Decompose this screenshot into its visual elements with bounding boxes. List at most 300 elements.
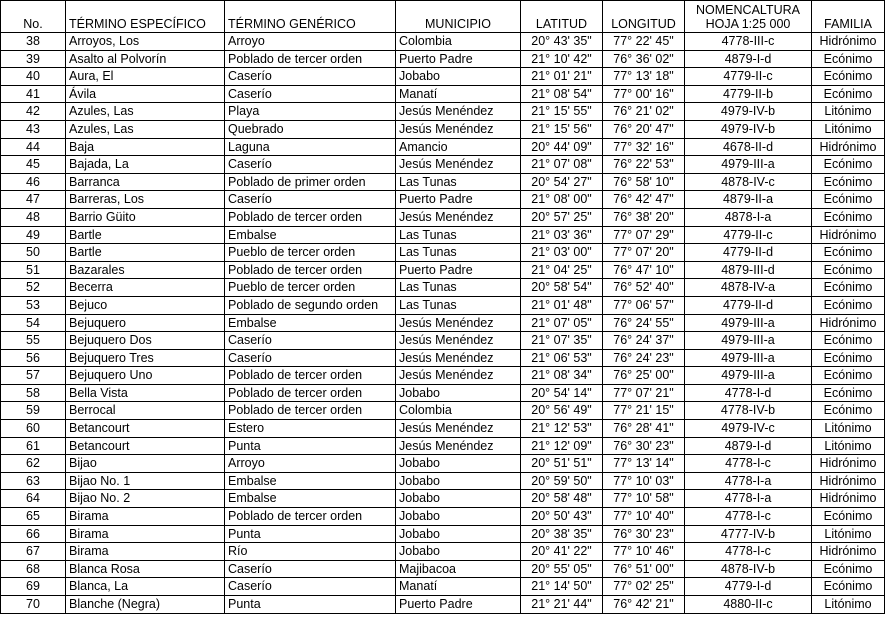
cell-nomenclatura: 4777-IV-b — [685, 525, 812, 543]
cell-nomenclatura: 4879-II-a — [685, 191, 812, 209]
cell-familia: Ecónimo — [812, 261, 885, 279]
cell-longitud: 76° 52' 40" — [603, 279, 685, 297]
cell-termino-generico: Punta — [225, 525, 396, 543]
cell-termino-especifico: Aura, El — [66, 68, 225, 86]
cell-termino-especifico: Bejuquero — [66, 314, 225, 332]
cell-latitud: 21° 07' 05" — [521, 314, 603, 332]
cell-termino-especifico: Birama — [66, 543, 225, 561]
cell-familia: Hidrónimo — [812, 226, 885, 244]
cell-termino-generico: Caserío — [225, 191, 396, 209]
cell-no: 62 — [1, 455, 66, 473]
cell-municipio: Jesús Menéndez — [396, 208, 521, 226]
table-row — [1, 543, 885, 561]
cell-municipio: Las Tunas — [396, 296, 521, 314]
cell-termino-especifico: Barreras, Los — [66, 191, 225, 209]
table-row — [1, 508, 885, 526]
cell-termino-generico: Quebrado — [225, 120, 396, 138]
cell-municipio: Las Tunas — [396, 173, 521, 191]
cell-longitud: 76° 42' 21" — [603, 596, 685, 614]
cell-termino-especifico: Bijao — [66, 455, 225, 473]
cell-longitud: 77° 21' 15" — [603, 402, 685, 420]
cell-termino-especifico: Betancourt — [66, 437, 225, 455]
cell-termino-especifico: Berrocal — [66, 402, 225, 420]
cell-nomenclatura: 4779-II-b — [685, 85, 812, 103]
cell-termino-especifico: Becerra — [66, 279, 225, 297]
table-row — [1, 332, 885, 350]
cell-familia: Ecónimo — [812, 244, 885, 262]
table-row — [1, 244, 885, 262]
cell-termino-especifico: Bijao No. 2 — [66, 490, 225, 508]
cell-latitud: 20° 41' 22" — [521, 543, 603, 561]
cell-no: 52 — [1, 279, 66, 297]
cell-latitud: 21° 12' 09" — [521, 437, 603, 455]
cell-longitud: 76° 24' 37" — [603, 332, 685, 350]
cell-latitud: 21° 08' 34" — [521, 367, 603, 385]
cell-familia: Ecónimo — [812, 296, 885, 314]
cell-latitud: 21° 01' 48" — [521, 296, 603, 314]
cell-no: 64 — [1, 490, 66, 508]
cell-longitud: 77° 10' 40" — [603, 508, 685, 526]
cell-no: 39 — [1, 50, 66, 68]
cell-termino-especifico: Asalto al Polvorín — [66, 50, 225, 68]
cell-municipio: Amancio — [396, 138, 521, 156]
cell-latitud: 20° 51' 51" — [521, 455, 603, 473]
cell-termino-generico: Embalse — [225, 472, 396, 490]
cell-longitud: 77° 22' 45" — [603, 33, 685, 51]
cell-termino-generico: Arroyo — [225, 33, 396, 51]
cell-termino-generico: Embalse — [225, 226, 396, 244]
cell-latitud: 21° 06' 53" — [521, 349, 603, 367]
cell-latitud: 20° 54' 27" — [521, 173, 603, 191]
cell-familia: Ecónimo — [812, 578, 885, 596]
cell-termino-especifico: Bejuquero Tres — [66, 349, 225, 367]
cell-municipio: Jesús Menéndez — [396, 437, 521, 455]
cell-no: 58 — [1, 384, 66, 402]
cell-latitud: 20° 38' 35" — [521, 525, 603, 543]
table-row — [1, 85, 885, 103]
cell-familia: Litónimo — [812, 103, 885, 121]
cell-termino-especifico: Ávila — [66, 85, 225, 103]
cell-nomenclatura: 4979-IV-c — [685, 420, 812, 438]
table-row — [1, 578, 885, 596]
cell-longitud: 76° 25' 00" — [603, 367, 685, 385]
cell-termino-generico: Poblado de primer orden — [225, 173, 396, 191]
cell-latitud: 20° 58' 54" — [521, 279, 603, 297]
cell-latitud: 21° 08' 00" — [521, 191, 603, 209]
cell-latitud: 20° 50' 43" — [521, 508, 603, 526]
cell-municipio: Colombia — [396, 33, 521, 51]
cell-termino-especifico: Blanca, La — [66, 578, 225, 596]
cell-termino-especifico: Bartle — [66, 244, 225, 262]
cell-nomenclatura: 4778-I-c — [685, 455, 812, 473]
cell-familia: Ecónimo — [812, 208, 885, 226]
cell-termino-generico: Caserío — [225, 560, 396, 578]
table-row — [1, 296, 885, 314]
table-row — [1, 437, 885, 455]
table-row — [1, 208, 885, 226]
cell-familia: Litónimo — [812, 120, 885, 138]
cell-nomenclatura: 4778-I-d — [685, 384, 812, 402]
table-row — [1, 68, 885, 86]
cell-longitud: 76° 30' 23" — [603, 525, 685, 543]
cell-termino-especifico: Betancourt — [66, 420, 225, 438]
cell-municipio: Jesús Menéndez — [396, 314, 521, 332]
cell-municipio: Las Tunas — [396, 244, 521, 262]
cell-nomenclatura: 4979-IV-b — [685, 103, 812, 121]
header-termino-generico: TÉRMINO GENÉRICO — [225, 1, 396, 33]
header-nomenclatura-line2: HOJA 1:25 000 — [705, 17, 791, 31]
cell-nomenclatura: 4979-III-a — [685, 314, 812, 332]
cell-latitud: 20° 59' 50" — [521, 472, 603, 490]
cell-no: 42 — [1, 103, 66, 121]
cell-familia: Litónimo — [812, 437, 885, 455]
cell-longitud: 76° 24' 55" — [603, 314, 685, 332]
cell-familia: Ecónimo — [812, 85, 885, 103]
cell-nomenclatura: 4878-IV-a — [685, 279, 812, 297]
cell-latitud: 20° 57' 25" — [521, 208, 603, 226]
cell-familia: Ecónimo — [812, 50, 885, 68]
table-row — [1, 525, 885, 543]
cell-termino-especifico: Bejuco — [66, 296, 225, 314]
header-nomenclatura-line1: NOMENCALTURA — [696, 3, 800, 17]
cell-no: 43 — [1, 120, 66, 138]
cell-familia: Hidrónimo — [812, 472, 885, 490]
cell-latitud: 21° 21' 44" — [521, 596, 603, 614]
cell-termino-generico: Pueblo de tercer orden — [225, 244, 396, 262]
cell-no: 60 — [1, 420, 66, 438]
cell-termino-generico: Poblado de tercer orden — [225, 208, 396, 226]
header-municipio: MUNICIPIO — [396, 1, 521, 33]
cell-familia: Ecónimo — [812, 367, 885, 385]
cell-latitud: 21° 07' 35" — [521, 332, 603, 350]
table-row — [1, 120, 885, 138]
cell-municipio: Colombia — [396, 402, 521, 420]
cell-termino-generico: Embalse — [225, 490, 396, 508]
cell-latitud: 21° 15' 56" — [521, 120, 603, 138]
cell-termino-especifico: Bella Vista — [66, 384, 225, 402]
cell-municipio: Puerto Padre — [396, 50, 521, 68]
cell-no: 70 — [1, 596, 66, 614]
cell-termino-generico: Estero — [225, 420, 396, 438]
cell-municipio: Las Tunas — [396, 226, 521, 244]
cell-nomenclatura: 4880-II-c — [685, 596, 812, 614]
cell-termino-especifico: Barranca — [66, 173, 225, 191]
cell-longitud: 76° 24' 23" — [603, 349, 685, 367]
cell-no: 50 — [1, 244, 66, 262]
cell-municipio: Jesús Menéndez — [396, 349, 521, 367]
cell-longitud: 76° 36' 02" — [603, 50, 685, 68]
cell-longitud: 77° 07' 29" — [603, 226, 685, 244]
cell-latitud: 21° 07' 08" — [521, 156, 603, 174]
table-row — [1, 103, 885, 121]
cell-familia: Hidrónimo — [812, 490, 885, 508]
cell-termino-especifico: Arroyos, Los — [66, 33, 225, 51]
cell-no: 61 — [1, 437, 66, 455]
cell-municipio: Puerto Padre — [396, 596, 521, 614]
cell-termino-generico: Poblado de tercer orden — [225, 367, 396, 385]
table-body — [1, 33, 885, 614]
cell-termino-especifico: Birama — [66, 525, 225, 543]
header-no: No. — [1, 1, 66, 33]
cell-familia: Ecónimo — [812, 402, 885, 420]
cell-familia: Hidrónimo — [812, 543, 885, 561]
cell-familia: Ecónimo — [812, 349, 885, 367]
cell-termino-especifico: Azules, Las — [66, 120, 225, 138]
cell-nomenclatura: 4778-I-c — [685, 508, 812, 526]
cell-familia: Litónimo — [812, 596, 885, 614]
cell-nomenclatura: 4778-IV-b — [685, 402, 812, 420]
cell-termino-generico: Poblado de tercer orden — [225, 402, 396, 420]
cell-no: 65 — [1, 508, 66, 526]
cell-nomenclatura: 4779-I-d — [685, 578, 812, 596]
cell-no: 59 — [1, 402, 66, 420]
header-familia: FAMILIA — [812, 1, 885, 33]
cell-longitud: 76° 42' 47" — [603, 191, 685, 209]
cell-longitud: 76° 58' 10" — [603, 173, 685, 191]
cell-latitud: 21° 01' 21" — [521, 68, 603, 86]
table-row — [1, 402, 885, 420]
table-row — [1, 279, 885, 297]
cell-nomenclatura: 4779-II-c — [685, 226, 812, 244]
cell-municipio: Jobabo — [396, 384, 521, 402]
cell-nomenclatura: 4778-III-c — [685, 33, 812, 51]
table-row — [1, 420, 885, 438]
cell-nomenclatura: 4979-IV-b — [685, 120, 812, 138]
table-row — [1, 367, 885, 385]
cell-nomenclatura: 4778-I-c — [685, 543, 812, 561]
cell-no: 45 — [1, 156, 66, 174]
cell-municipio: Puerto Padre — [396, 261, 521, 279]
cell-familia: Ecónimo — [812, 508, 885, 526]
cell-latitud: 21° 03' 00" — [521, 244, 603, 262]
cell-municipio: Jobabo — [396, 472, 521, 490]
table-row — [1, 226, 885, 244]
cell-latitud: 21° 14' 50" — [521, 578, 603, 596]
cell-no: 63 — [1, 472, 66, 490]
cell-longitud: 76° 30' 23" — [603, 437, 685, 455]
header-nomenclatura — [685, 1, 812, 33]
cell-termino-generico: Poblado de segundo orden — [225, 296, 396, 314]
cell-municipio: Jobabo — [396, 68, 521, 86]
cell-no: 44 — [1, 138, 66, 156]
cell-latitud: 20° 43' 35" — [521, 33, 603, 51]
cell-nomenclatura: 4778-I-a — [685, 472, 812, 490]
cell-termino-generico: Embalse — [225, 314, 396, 332]
table-row — [1, 191, 885, 209]
cell-termino-generico: Playa — [225, 103, 396, 121]
cell-familia: Hidrónimo — [812, 33, 885, 51]
cell-latitud: 21° 08' 54" — [521, 85, 603, 103]
cell-no: 41 — [1, 85, 66, 103]
header-longitud: LONGITUD — [603, 1, 685, 33]
cell-latitud: 21° 10' 42" — [521, 50, 603, 68]
cell-termino-especifico: Blanche (Negra) — [66, 596, 225, 614]
cell-longitud: 76° 20' 47" — [603, 120, 685, 138]
cell-familia: Ecónimo — [812, 332, 885, 350]
cell-familia: Ecónimo — [812, 68, 885, 86]
cell-nomenclatura: 4979-III-a — [685, 156, 812, 174]
cell-no: 67 — [1, 543, 66, 561]
table-row — [1, 261, 885, 279]
cell-termino-generico: Río — [225, 543, 396, 561]
cell-latitud: 20° 55' 05" — [521, 560, 603, 578]
cell-termino-generico: Arroyo — [225, 455, 396, 473]
table-row — [1, 50, 885, 68]
cell-longitud: 76° 38' 20" — [603, 208, 685, 226]
cell-familia: Ecónimo — [812, 173, 885, 191]
cell-termino-generico: Caserío — [225, 349, 396, 367]
cell-nomenclatura: 4879-III-d — [685, 261, 812, 279]
cell-termino-generico: Poblado de tercer orden — [225, 50, 396, 68]
cell-longitud: 77° 06' 57" — [603, 296, 685, 314]
cell-termino-generico: Poblado de tercer orden — [225, 261, 396, 279]
header-row — [1, 1, 885, 33]
cell-familia: Hidrónimo — [812, 138, 885, 156]
cell-municipio: Jesús Menéndez — [396, 156, 521, 174]
cell-termino-especifico: Blanca Rosa — [66, 560, 225, 578]
cell-longitud: 76° 51' 00" — [603, 560, 685, 578]
cell-termino-especifico: Barrio Güito — [66, 208, 225, 226]
cell-longitud: 76° 28' 41" — [603, 420, 685, 438]
cell-termino-generico: Punta — [225, 596, 396, 614]
cell-longitud: 77° 13' 18" — [603, 68, 685, 86]
cell-familia: Ecónimo — [812, 279, 885, 297]
cell-longitud: 76° 47' 10" — [603, 261, 685, 279]
cell-familia: Hidrónimo — [812, 314, 885, 332]
cell-nomenclatura: 4779-II-d — [685, 244, 812, 262]
cell-termino-especifico: Bejuquero Dos — [66, 332, 225, 350]
cell-municipio: Las Tunas — [396, 279, 521, 297]
table-row — [1, 384, 885, 402]
cell-municipio: Jobabo — [396, 525, 521, 543]
cell-termino-generico: Caserío — [225, 156, 396, 174]
cell-nomenclatura: 4878-I-a — [685, 208, 812, 226]
cell-termino-generico: Poblado de tercer orden — [225, 384, 396, 402]
cell-familia: Ecónimo — [812, 384, 885, 402]
cell-termino-generico: Punta — [225, 437, 396, 455]
cell-no: 48 — [1, 208, 66, 226]
cell-longitud: 77° 10' 46" — [603, 543, 685, 561]
cell-municipio: Jobabo — [396, 508, 521, 526]
cell-familia: Ecónimo — [812, 156, 885, 174]
cell-no: 40 — [1, 68, 66, 86]
cell-termino-generico: Laguna — [225, 138, 396, 156]
cell-longitud: 76° 22' 53" — [603, 156, 685, 174]
cell-municipio: Jesús Menéndez — [396, 367, 521, 385]
cell-latitud: 21° 03' 36" — [521, 226, 603, 244]
cell-longitud: 77° 07' 20" — [603, 244, 685, 262]
table-row — [1, 33, 885, 51]
cell-municipio: Jobabo — [396, 455, 521, 473]
cell-no: 57 — [1, 367, 66, 385]
cell-termino-generico: Caserío — [225, 85, 396, 103]
table-row — [1, 596, 885, 614]
cell-termino-especifico: Baja — [66, 138, 225, 156]
cell-no: 49 — [1, 226, 66, 244]
cell-municipio: Jobabo — [396, 490, 521, 508]
table-row — [1, 455, 885, 473]
cell-termino-generico: Caserío — [225, 68, 396, 86]
cell-longitud: 77° 13' 14" — [603, 455, 685, 473]
cell-no: 38 — [1, 33, 66, 51]
cell-nomenclatura: 4879-I-d — [685, 50, 812, 68]
cell-longitud: 77° 10' 03" — [603, 472, 685, 490]
cell-longitud: 77° 02' 25" — [603, 578, 685, 596]
cell-no: 51 — [1, 261, 66, 279]
cell-no: 69 — [1, 578, 66, 596]
table-row — [1, 314, 885, 332]
cell-municipio: Jesús Menéndez — [396, 120, 521, 138]
cell-municipio: Manatí — [396, 85, 521, 103]
cell-termino-especifico: Birama — [66, 508, 225, 526]
cell-municipio: Jesús Menéndez — [396, 332, 521, 350]
cell-no: 55 — [1, 332, 66, 350]
cell-termino-generico: Poblado de tercer orden — [225, 508, 396, 526]
cell-termino-especifico: Bajada, La — [66, 156, 225, 174]
cell-termino-especifico: Bartle — [66, 226, 225, 244]
header-latitud: LATITUD — [521, 1, 603, 33]
cell-longitud: 77° 07' 21" — [603, 384, 685, 402]
cell-no: 46 — [1, 173, 66, 191]
table-row — [1, 472, 885, 490]
cell-latitud: 20° 44' 09" — [521, 138, 603, 156]
cell-familia: Litónimo — [812, 420, 885, 438]
cell-nomenclatura: 4979-III-a — [685, 332, 812, 350]
cell-no: 47 — [1, 191, 66, 209]
cell-municipio: Jesús Menéndez — [396, 420, 521, 438]
table-row — [1, 560, 885, 578]
cell-nomenclatura: 4979-III-a — [685, 349, 812, 367]
cell-latitud: 21° 15' 55" — [521, 103, 603, 121]
cell-no: 66 — [1, 525, 66, 543]
cell-no: 54 — [1, 314, 66, 332]
cell-longitud: 76° 21' 02" — [603, 103, 685, 121]
cell-longitud: 77° 00' 16" — [603, 85, 685, 103]
cell-latitud: 20° 58' 48" — [521, 490, 603, 508]
cell-no: 68 — [1, 560, 66, 578]
cell-municipio: Puerto Padre — [396, 191, 521, 209]
table-row — [1, 173, 885, 191]
cell-termino-generico: Caserío — [225, 332, 396, 350]
cell-municipio: Jesús Menéndez — [396, 103, 521, 121]
table-row — [1, 138, 885, 156]
cell-familia: Litónimo — [812, 525, 885, 543]
table-row — [1, 156, 885, 174]
cell-longitud: 77° 10' 58" — [603, 490, 685, 508]
cell-nomenclatura: 4878-IV-b — [685, 560, 812, 578]
cell-longitud: 77° 32' 16" — [603, 138, 685, 156]
cell-nomenclatura: 4979-III-a — [685, 367, 812, 385]
cell-latitud: 20° 54' 14" — [521, 384, 603, 402]
cell-familia: Ecónimo — [812, 191, 885, 209]
cell-latitud: 21° 04' 25" — [521, 261, 603, 279]
cell-nomenclatura: 4879-I-d — [685, 437, 812, 455]
cell-termino-generico: Pueblo de tercer orden — [225, 279, 396, 297]
cell-municipio: Manatí — [396, 578, 521, 596]
cell-municipio: Jobabo — [396, 543, 521, 561]
cell-familia: Hidrónimo — [812, 455, 885, 473]
cell-familia: Ecónimo — [812, 560, 885, 578]
cell-nomenclatura: 4779-II-c — [685, 68, 812, 86]
cell-no: 56 — [1, 349, 66, 367]
cell-nomenclatura: 4779-II-d — [685, 296, 812, 314]
cell-no: 53 — [1, 296, 66, 314]
cell-nomenclatura: 4678-II-d — [685, 138, 812, 156]
table-row — [1, 349, 885, 367]
cell-latitud: 21° 12' 53" — [521, 420, 603, 438]
cell-termino-especifico: Azules, Las — [66, 103, 225, 121]
cell-nomenclatura: 4878-IV-c — [685, 173, 812, 191]
